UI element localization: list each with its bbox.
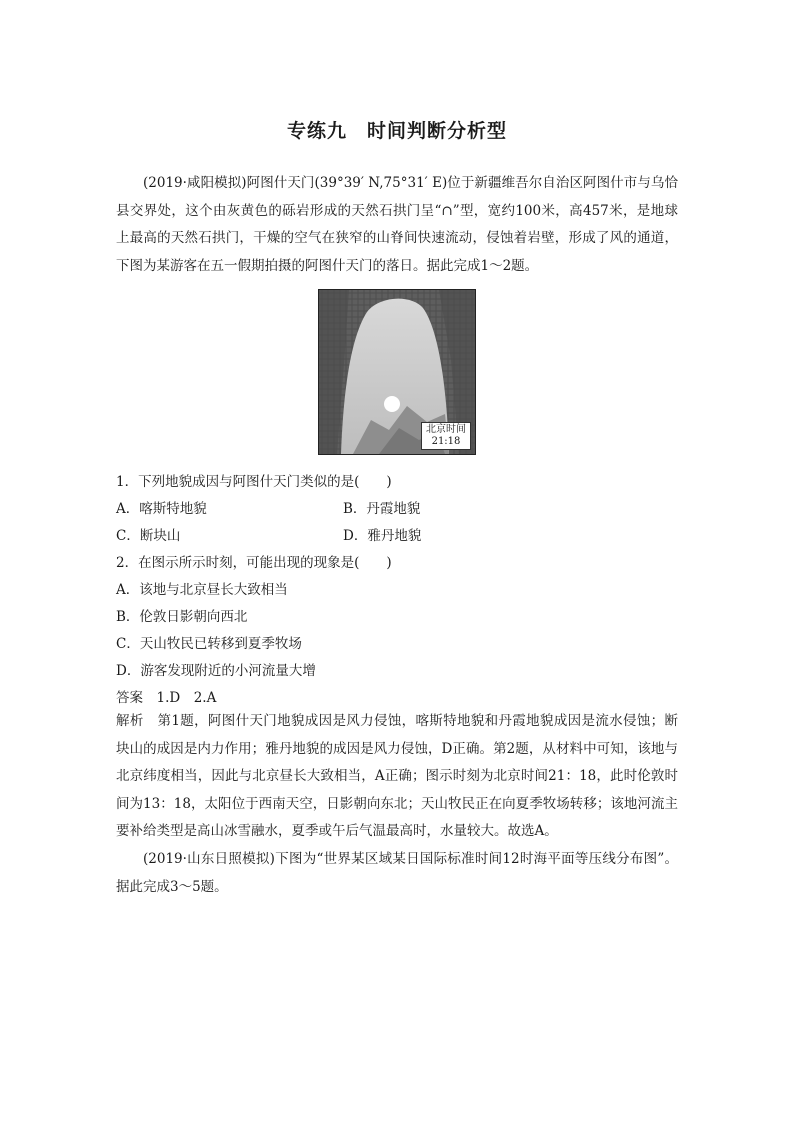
stamp-time: 21:18 bbox=[431, 436, 461, 447]
beijing-time-stamp bbox=[421, 422, 471, 450]
answer-line: 答案 1.D 2.A bbox=[116, 690, 217, 706]
tianmen-sunset-photo bbox=[318, 289, 476, 455]
analysis-paragraph: 解析 第1题，阿图什天门地貌成因是风力侵蚀，喀斯特地貌和丹霞地貌成因是流水侵蚀；断块山的成因是内力作用；雅丹地貌的成因是风力侵蚀，D正确。第2题，从材料中可知，该地与北京纬度相当，因此与北京昼长大致相当，A正确；图示时刻为北京时间21：18，此时伦敦时间为13：18，太阳位于西南天空，日影朝向东北；天山牧民正在向夏季牧场转移；该地河流主要补给类型是高山冰雪融水，夏季或午后气温最高时，水量较大。故选A。 bbox=[116, 713, 678, 839]
question-1-option-a: A．喀斯特地貌 bbox=[116, 501, 207, 517]
question-2-option-a: A．该地与北京昼长大致相当 bbox=[116, 582, 288, 598]
sun-icon bbox=[384, 396, 400, 412]
question-2-stem: 2．在图示所示时刻，可能出现的现象是( ) bbox=[116, 555, 392, 571]
question-1-option-d: D．雅丹地貌 bbox=[343, 528, 422, 544]
question-1-option-c: C．断块山 bbox=[116, 528, 181, 544]
question-1-stem: 1．下列地貌成因与阿图什天门类似的是( ) bbox=[116, 474, 392, 490]
question-2-option-b: B．伦敦日影朝向西北 bbox=[116, 609, 248, 625]
page-title: 专练九 时间判断分析型 bbox=[286, 120, 507, 142]
question-1-option-b: B．丹霞地貌 bbox=[343, 501, 421, 517]
question-2-option-c: C．天山牧民已转移到夏季牧场 bbox=[116, 636, 302, 652]
stamp-label: 北京时间 bbox=[426, 424, 466, 435]
intro-paragraph-1: (2019·咸阳模拟)阿图什天门(39°39′ N,75°31′ E)位于新疆维吾尔自治区阿图什市与乌恰县交界处，这个由灰黄色的砾岩形成的天然石拱门呈“∩”型，宽约100米，高457米，是地球上最高的天然石拱门，干燥的空气在狭窄的山脊间快速流动，侵蚀着岩壁，形成了风的通道，下图为某游客在五一假期拍摄的阿图什天门的落日。据此完成1～2题。 bbox=[116, 175, 678, 274]
question-2-option-d: D．游客发现附近的小河流量大增 bbox=[116, 663, 316, 679]
intro-paragraph-2: (2019·山东日照模拟)下图为“世界某区域某日国际标准时间12时海平面等压线分布图”。据此完成3～5题。 bbox=[116, 851, 678, 895]
